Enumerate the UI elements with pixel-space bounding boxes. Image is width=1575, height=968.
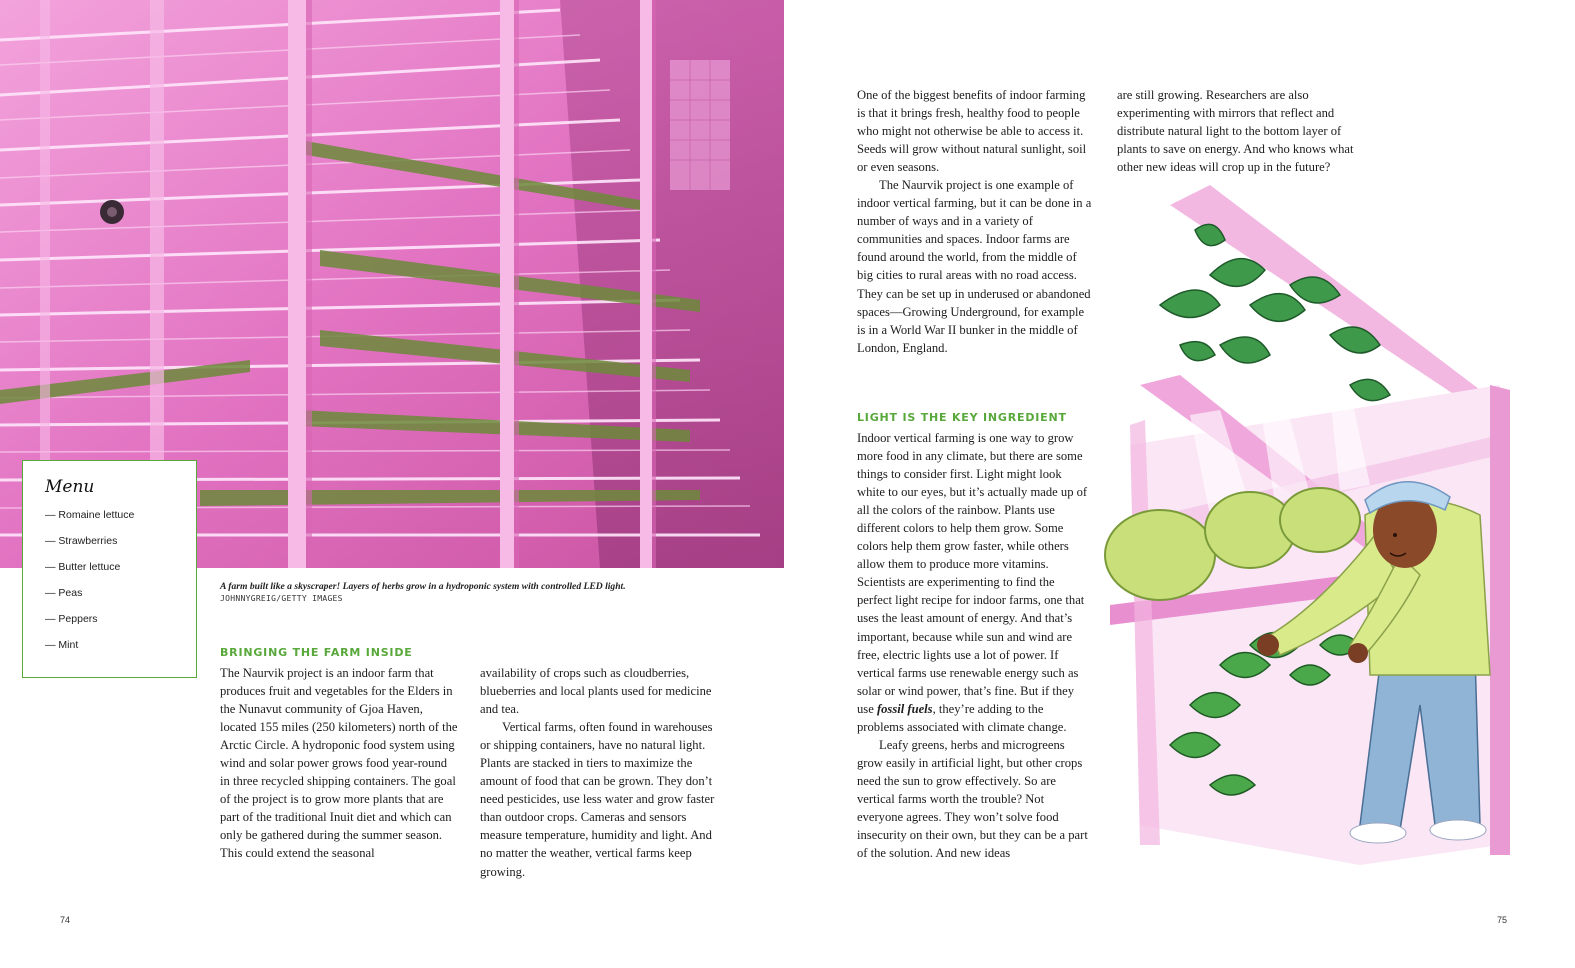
photo-caption: A farm built like a skyscraper! Layers of herbs grow in a hydroponic system with controlled LED light. [220,581,626,592]
farmer-tending-plants-illustration [1100,185,1520,865]
illustration-graphic [1100,185,1520,865]
menu-item: — Butter lettuce [45,561,121,573]
article-paragraph: The Naurvik project is one example of indoor vertical farming, but it can be done in a number of ways and in a variety of communities and spaces. Indoor farms are found around the world, from the middle of big cities to rural areas with no road access. They can be set up in underused or abandoned spaces—Growing Underground, for example is in a World War II bunker in the middle of London, England. [857,178,1092,355]
article-column [857,429,1092,862]
article-paragraph: The Naurvik project is an indoor farm that produces fruit and vegetables for the Elders in the Nunavut community of Gjoa Haven, located 155 miles (250 kilometers) north of the Arctic Circle. A hydroponic food system using wind and solar power grows food year-round in three recycled shipping containers. The goal of the project is to grow more plants that are part of the traditional Inuit diet and which can only be gathered during the summer season. This could extend the seasonal [220,666,458,861]
article-column [857,86,1092,357]
menu-item: — Mint [45,639,79,651]
page-number: 75 [1497,915,1508,925]
photo-credit: JOHNNYGREIG/GETTY IMAGES [220,594,343,603]
article-paragraph: One of the biggest benefits of indoor farming is that it brings fresh, healthy food to people who might not otherwise be able to access it. Seeds will grow without natural sunlight, soil or even seasons. [857,88,1087,175]
page-number: 74 [60,915,71,925]
article-paragraph [857,429,1092,736]
section-heading: LIGHT IS THE KEY INGREDIENT [857,411,1067,424]
paragraph-text: , they’re adding to the problems associated with climate change. [857,701,1067,734]
section-heading: BRINGING THE FARM INSIDE [220,646,413,659]
menu-item: — Peppers [45,613,98,625]
menu-item: — Peas [45,587,83,599]
article-paragraph: availability of crops such as cloudberries, blueberries and local plants used for medicine and tea. [480,666,712,717]
article-paragraph: Vertical farms, often found in warehouses or shipping containers, have no natural light. Plants are stacked in tiers to maximize the amount of food that can be grown. They don’t need pesticides, use less water and grow faster than outdoor crops. Cameras and sensors measure temperature, humidity and light. And no matter the weather, vertical farms keep growing. [480,720,715,879]
menu-title: Menu [45,477,95,497]
paragraph-text: Indoor vertical farming is one way to grow more food in any climate, but there are some things to consider first. Light might look white to our eyes, but it’s actually made up of all the colors of the rainbow. Plants use different colors to help them grow. Some colors help them grow faster, while others allow them to produce more vitamins. Scientists are experimenting to find the perfect light recipe for indoor farms, one that uses the least amount of energy. And that’s important, because while sun and wind are free, electric lights use a lot of power. If vertical farms use renewable energy such as solar or wind power, that’s fine. But if they use [857,431,1088,716]
article-column [480,664,720,881]
menu-item: — Romaine lettuce [45,509,135,521]
menu-box [22,460,197,678]
article-column [220,664,460,863]
article-paragraph: are still growing. Researchers are also experimenting with mirrors that reflect and distribute natural light to the bottom layer of plants to save on energy. And who knows what other new ideas will crop up in the future? [1117,88,1354,175]
article-paragraph: Leafy greens, herbs and microgreens grow easily in artificial light, but other crops need the sun to grow effectively. So are vertical farms worth the trouble? Not everyone agrees. They won’t solve food insecurity on their own, but they can be a part of the solution. And new ideas [857,737,1088,861]
menu-item: — Strawberries [45,535,118,547]
glossary-term: fossil fuels [876,701,933,716]
article-column [1117,86,1357,176]
